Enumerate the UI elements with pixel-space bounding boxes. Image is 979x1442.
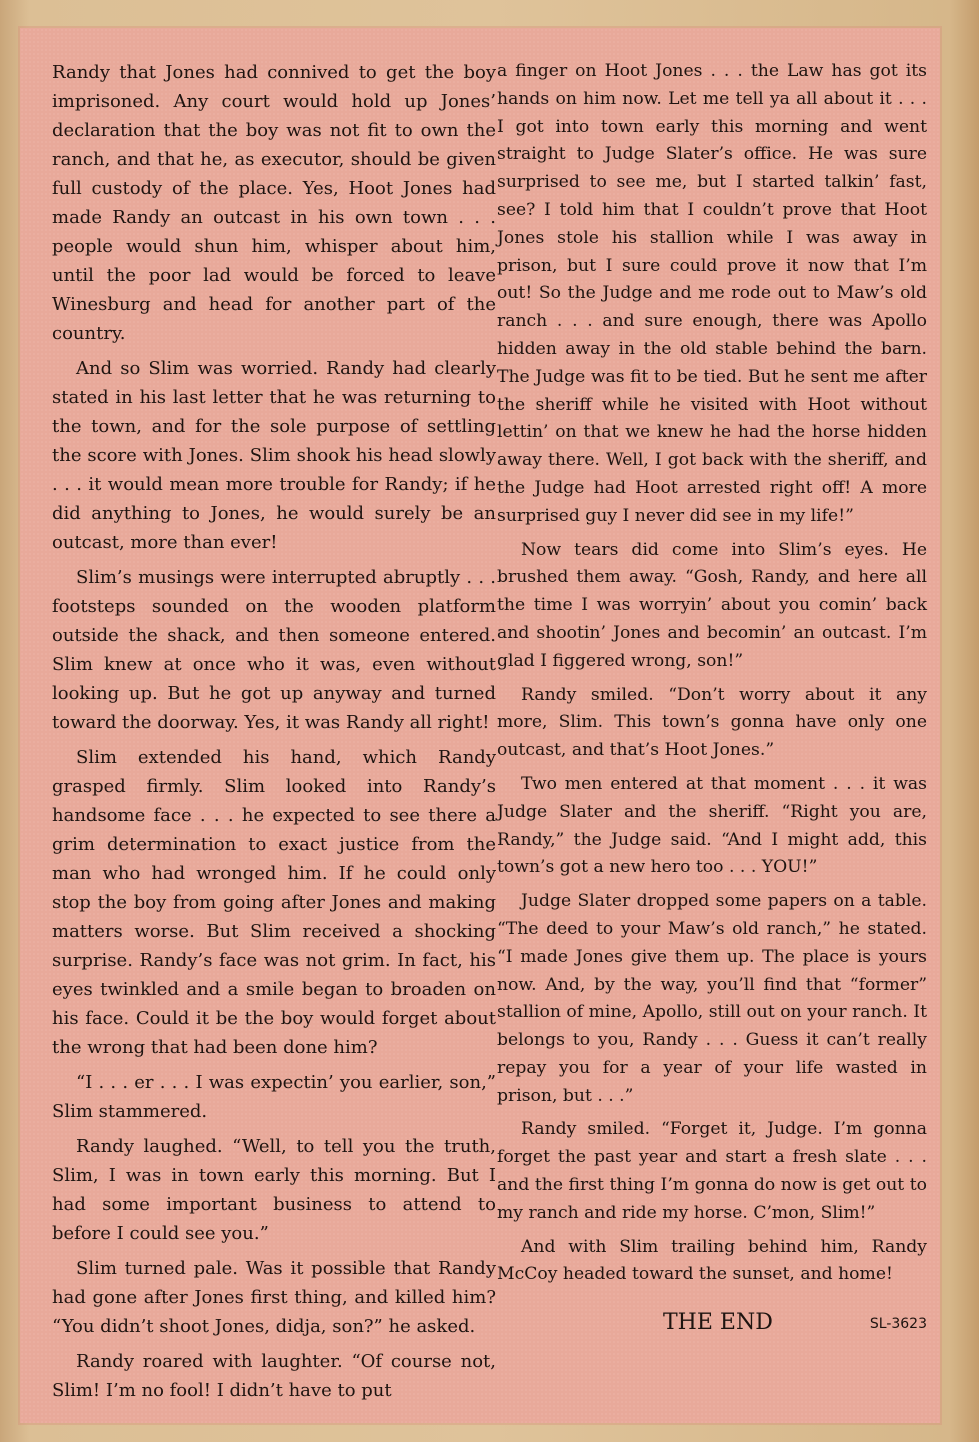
right-column bbox=[497, 58, 927, 1295]
paragraph: Randy that Jones had connived to get the boy imprisoned. Any court would hold up Jones’ declaration that the boy was not fit to own the ranch, and that he, as executor, should be given full custody of the place. Yes, Hoot Jones had made Randy an outcast in his own town . . . people would shun him, whisper about him, until the poor lad would be forced to leave Winesburg and head for another part of the country. bbox=[52, 62, 496, 344]
story-code: SL-3623 bbox=[869, 1316, 927, 1332]
paragraph: Randy roared with laughter. “Of course not, Slim! I’m no fool! I didn’t have to put bbox=[52, 1351, 496, 1401]
paragraph: And with Slim trailing behind him, Randy McCoy headed toward the sunset, and home! bbox=[497, 1236, 927, 1285]
paragraph: Judge Slater dropped some papers on a table. “The deed to your Maw’s old ranch,” he stated. “I made Jones give them up. The place is yours now. And, by the way, you’ll find that “former” stallion of mine, Apollo, still out on your ranch. It belongs to you, Randy . . . Guess it can’t really repay you for a year of your life wasted in prison, but . . .” bbox=[497, 891, 927, 1106]
paragraph: Slim turned pale. Was it possible that Randy had gone after Jones first thing, and killed him? “You didn’t shoot Jones, didja, son?” he asked. bbox=[52, 1258, 496, 1337]
paragraph: “I . . . er . . . I was expectin’ you earlier, son,” Slim stammered. bbox=[52, 1072, 496, 1122]
paragraph: Randy laughed. “Well, to tell you the truth, Slim, I was in town early this morning. But I had some important business to attend to before I could see you.” bbox=[52, 1136, 496, 1244]
paragraph: Randy smiled. “Forget it, Judge. I’m gonna forget the past year and start a fresh slate . . . and the first thing I’m gonna do now is get out to my ranch and ride my horse. C’mon, Slim!” bbox=[497, 1119, 927, 1223]
paragraph: Randy smiled. “Don’t worry about it any more, Slim. This town’s gonna have only one outcast, and that’s Hoot Jones.” bbox=[497, 684, 927, 761]
the-end-label: THE END bbox=[663, 1310, 773, 1335]
paragraph: Slim extended his hand, which Randy grasped firmly. Slim looked into Randy’s handsome face . . . he expected to see there a grim determination to exact justice from the man who had wronged him. If he could only stop the boy from going after Jones and making matters worse. But Slim received a shocking surprise. Randy’s face was not grim. In fact, his eyes twinkled and a smile began to broaden on his face. Could it be the boy would forget about the wrong that had been done him? bbox=[52, 747, 496, 1058]
paragraph: And so Slim was worried. Randy had clearly stated in his last letter that he was returning to the town, and for the sole purpose of settling the score with Jones. Slim shook his head slowly . . . it would mean more trouble for Randy; if he did anything to Jones, he would surely be an outcast, more than ever! bbox=[52, 358, 496, 553]
left-column bbox=[52, 58, 496, 1411]
paragraph: Two men entered at that moment . . . it was Judge Slater and the sheriff. “Right you are, Randy,” the Judge said. “And I might add, this town’s got a new hero too . . . YOU!” bbox=[497, 773, 927, 878]
paragraph: Now tears did come into Slim’s eyes. He brushed them away. “Gosh, Randy, and here all the time I was worryin’ about you comin’ back and shootin’ Jones and becomin’ an outcast. I’m glad I figgered wrong, son!” bbox=[497, 539, 927, 671]
text-panel bbox=[20, 28, 940, 1423]
paragraph: Slim’s musings were interrupted abruptly . . . footsteps sounded on the wooden platform outside the shack, and then someone entered. Slim knew at once who it was, even without looking up. But he got up anyway and turned toward the doorway. Yes, it was Randy all right! bbox=[52, 567, 496, 733]
footer bbox=[497, 1310, 927, 1350]
paragraph: a finger on Hoot Jones . . . the Law has got its hands on him now. Let me tell ya all about it . . . I got into town early this morning and went straight to Judge Slater’s office. He was sure surprised to see me, but I started talkin’ fast, see? I told him that I couldn’t prove that Hoot Jones stole his stallion while I was away in prison, but I sure could prove it now that I’m out! So the Judge and me rode out to Maw’s old ranch . . . and sure enough, there was Apollo hidden away in the old stable behind the barn. The Judge was fit to be tied. But he sent me after the sheriff while he visited with Hoot without lettin’ on that we knew he had the horse hidden away there. Well, I got back with the sheriff, and the Judge had Hoot arrested right off! A more surprised guy I never did see in my life!” bbox=[497, 61, 927, 526]
